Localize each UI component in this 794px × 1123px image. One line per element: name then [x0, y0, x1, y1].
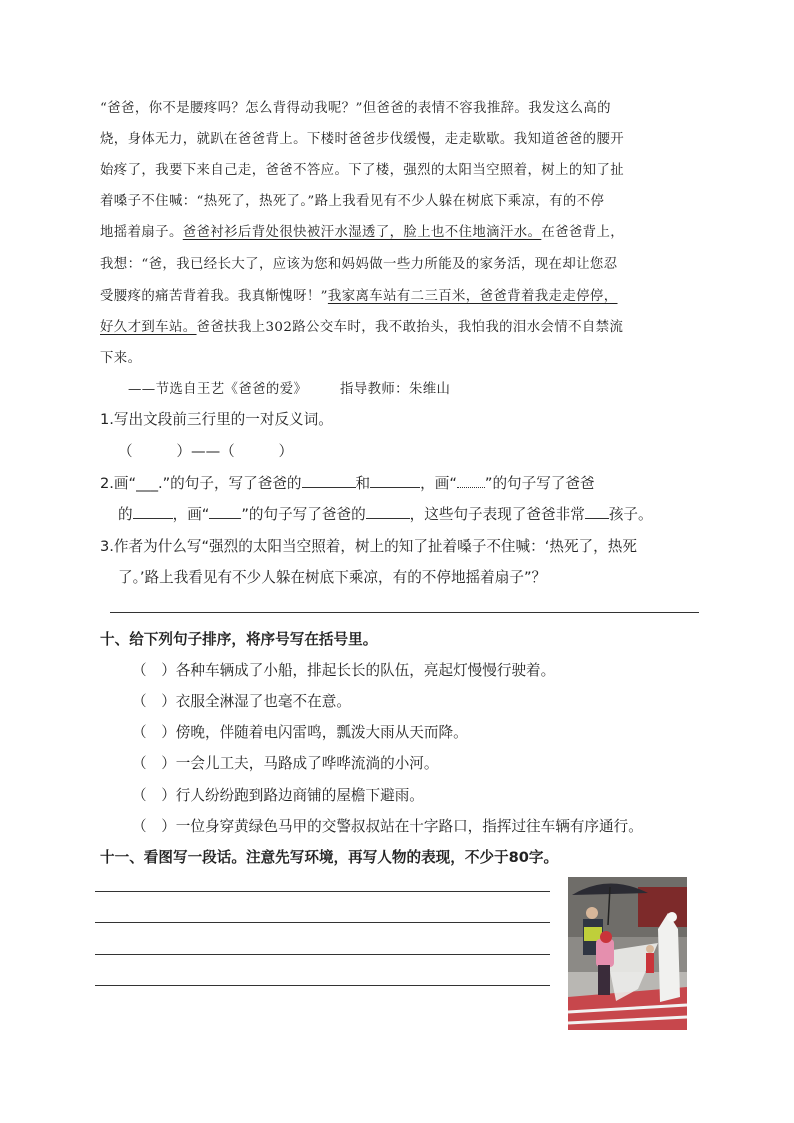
- question-text: 2.画“: [100, 475, 137, 492]
- passage-text: 爸爸扶我上302路公交车时，我不敢抬头，我怕我的泪水会情不自禁流: [196, 320, 624, 335]
- passage-line-1: “爸爸，你不是腰疼吗？怎么背得动我呢？”但爸爸的表情不容我推辞。我发这么高的: [100, 101, 611, 116]
- section-10-heading: 十、给下列句子排序，将序号写在括号里。: [100, 631, 378, 648]
- question-1: 1.写出文段前三行里的一对反义词。: [100, 411, 333, 428]
- passage-line-6: 我想：“爸，我已经长大了，应该为您和妈妈做一些力所能及的家务活，现在却让您忍: [100, 257, 618, 272]
- writing-line[interactable]: [95, 954, 550, 955]
- writing-line[interactable]: [95, 985, 550, 986]
- passage-line-3: 始疼了，我要下来自己走，爸爸不答应。下了楼，强烈的太阳当空照着，树上的知了扯: [100, 163, 625, 178]
- straight-line-sample: [209, 504, 241, 519]
- answer-line[interactable]: [110, 612, 699, 613]
- question-text: ，画“: [420, 475, 457, 492]
- section-11-heading: 十一、看图写一段话。注意先写环境，再写人物的表现，不少于80字。: [100, 849, 559, 866]
- passage-line-4: 着嗓子不住喊：“热死了，热死了。”路上我看见有不少人躲在树底下乘凉，有的不停: [100, 194, 605, 209]
- answer-blank[interactable]: [366, 504, 410, 519]
- writing-line[interactable]: [95, 891, 550, 892]
- question-text: ”的句子，写了爸爸的: [162, 475, 302, 492]
- rainy-crossing-photo: [568, 877, 687, 1030]
- passage-line-9: 下来。: [100, 351, 142, 366]
- passage-text: 受腰疼的痛苦背着我。我真惭愧呀！”: [100, 289, 328, 304]
- question-3-line-2: 了。’路上我看见有不少人躲在树底下乘凉，有的不停地摇着扇子”？: [118, 569, 547, 586]
- passage-line-8: [100, 316, 623, 335]
- question-text: ，画“: [172, 506, 210, 523]
- ordering-item-5[interactable]: （ ）行人纷纷跑到路边商铺的屋檐下避雨。: [132, 787, 424, 804]
- question-2-line-2: [118, 503, 653, 524]
- answer-blank[interactable]: [133, 504, 173, 519]
- question-text: ，这些句子表现了爸爸非常: [409, 506, 585, 523]
- passage-source: ——节选自王艺《爸爸的爱》: [128, 382, 308, 397]
- wavy-line-sample: [457, 473, 485, 488]
- question-2-line-1: [100, 472, 595, 493]
- answer-blank[interactable]: [302, 473, 356, 488]
- passage-text: 在爸爸背上，: [541, 225, 625, 240]
- question-text: ”的句子写了爸爸: [484, 475, 595, 492]
- question-text: 和: [355, 475, 371, 492]
- passage-line-7: [100, 285, 618, 304]
- ordering-item-3[interactable]: （ ）傍晚，伴随着电闪雷鸣，瓢泼大雨从天而降。: [132, 724, 468, 741]
- passage-line-2: 烧，身体无力，就趴在爸爸背上。下楼时爸爸步伐缓慢，走走歇歇。我知道爸爸的腰开: [100, 132, 625, 147]
- writing-line[interactable]: [95, 922, 550, 923]
- teacher-credit: 指导教师：朱维山: [340, 382, 451, 397]
- question-1-answer-slots: （ ）——（ ）: [118, 443, 294, 460]
- ordering-item-6[interactable]: （ ）一位身穿黄绿色马甲的交警叔叔站在十字路口，指挥过往车辆有序通行。: [132, 818, 643, 835]
- ordering-item-4[interactable]: （ ）一会儿工夫，马路成了哗哗流淌的小河。: [132, 755, 439, 772]
- line-type-sample: ___.: [136, 475, 163, 492]
- underlined-sentence: 好久才到车站。: [100, 320, 197, 335]
- question-text: 的: [118, 506, 133, 523]
- ordering-item-2[interactable]: （ ）衣服全淋湿了也毫不在意。: [132, 693, 351, 710]
- ordering-item-1[interactable]: （ ）各种车辆成了小船，排起长长的队伍，亮起灯慢慢行驶着。: [132, 662, 556, 679]
- answer-blank[interactable]: [585, 504, 609, 519]
- underlined-sentence: 爸爸衬衫后背处很快被汗水湿透了，脸上也不住地滴汗水。: [182, 225, 542, 240]
- question-3-line-1: 3.作者为什么写“强烈的太阳当空照着，树上的知了扯着嗓子不住喊：‘热死了，热死: [100, 538, 637, 555]
- passage-text: 地摇着扇子。: [100, 225, 183, 240]
- underlined-sentence: 我家离车站有二三百米，爸爸背着我走走停停，: [327, 289, 618, 304]
- passage-line-5: [100, 221, 624, 240]
- question-text: ”的句子写了爸爸的: [241, 506, 366, 523]
- answer-blank[interactable]: [370, 473, 420, 488]
- question-text: 孩子。: [608, 506, 653, 523]
